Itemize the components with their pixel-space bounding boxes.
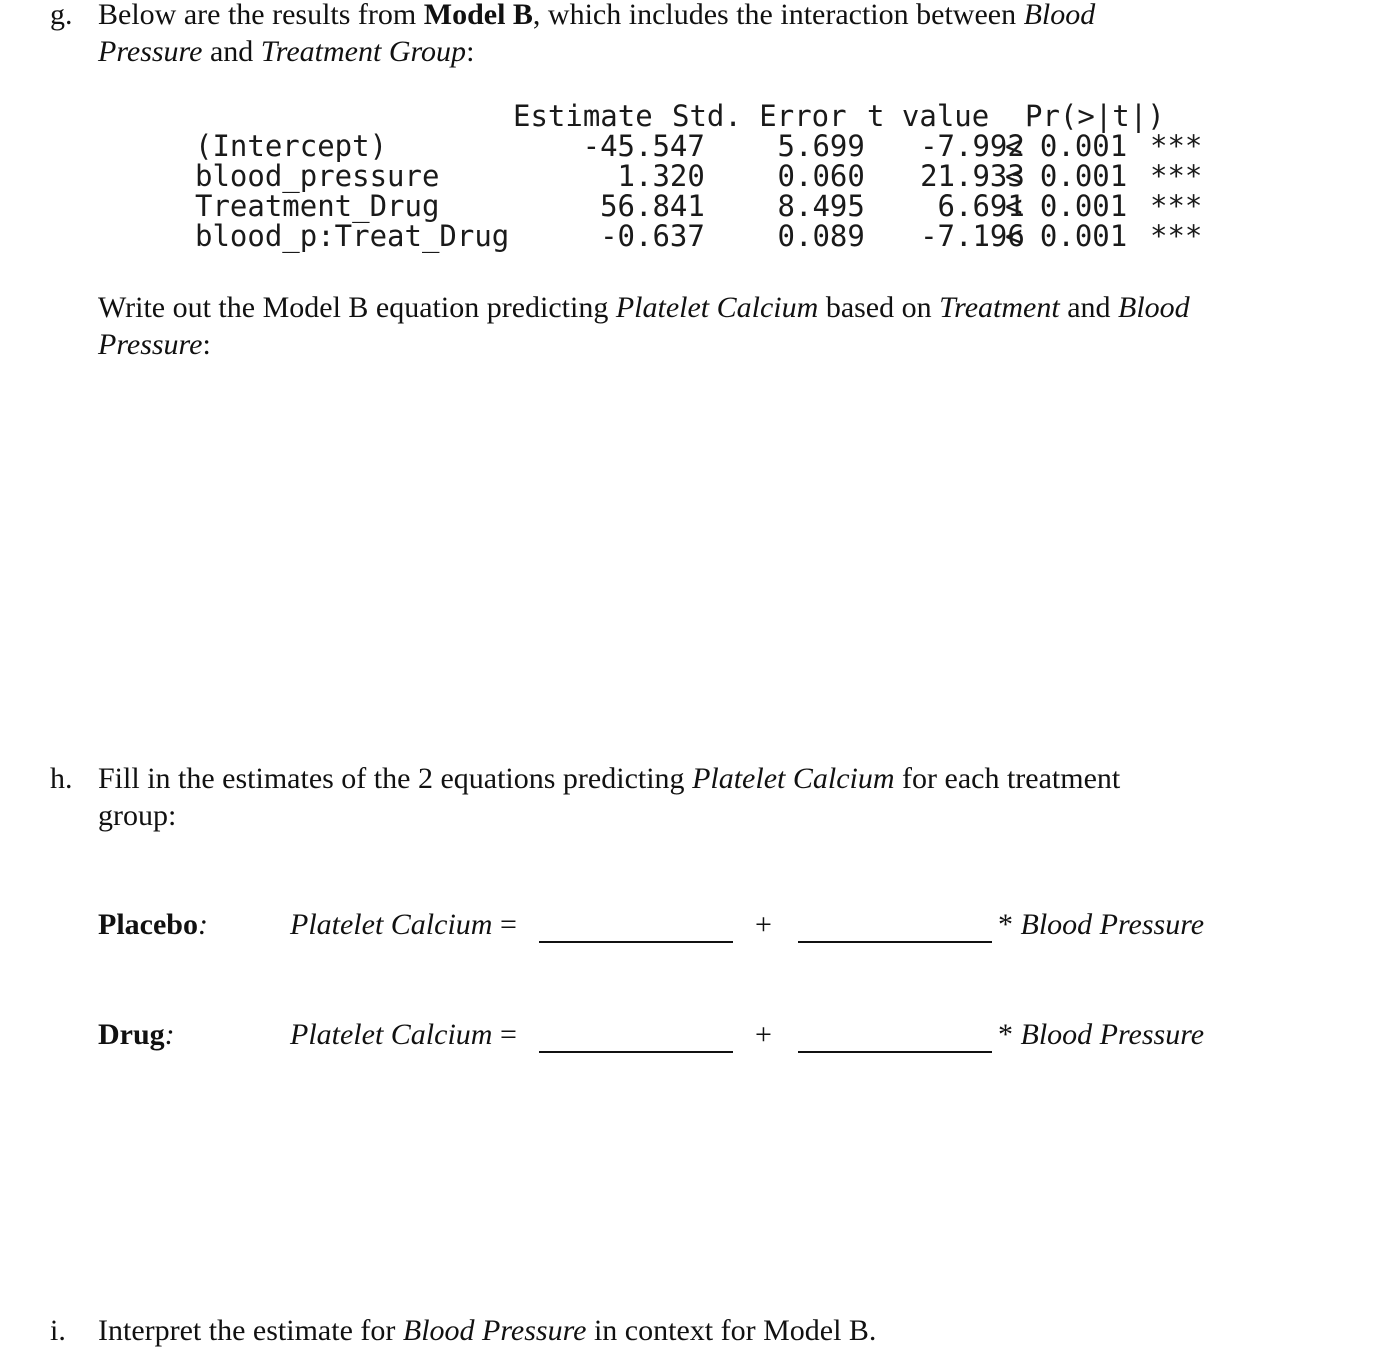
- term-cell: blood_pressure: [195, 159, 440, 193]
- t-cell: 21.933: [920, 159, 1025, 193]
- italic-term: Blood: [1118, 291, 1190, 324]
- table-row: [195, 219, 1203, 253]
- se-cell: 5.699: [777, 129, 865, 163]
- t-cell: 6.691: [937, 189, 1025, 223]
- italic-term: Platelet Calcium: [290, 908, 493, 941]
- table-row: [195, 129, 1203, 163]
- placebo-lhs: [290, 906, 517, 943]
- question-g-text: [98, 0, 1298, 70]
- text-segment: for each treatment: [894, 762, 1121, 795]
- drug-label-bold: Drug: [98, 1018, 165, 1051]
- question-g-line1: [98, 0, 1298, 33]
- drug-lhs: [290, 1016, 517, 1053]
- italic-term: Blood Pressure: [1020, 908, 1205, 941]
- italic-term: Platelet Calcium: [290, 1018, 493, 1051]
- colon: :: [197, 908, 208, 941]
- placebo-label: [98, 906, 208, 943]
- t-cell: -7.196: [920, 219, 1025, 253]
- estimate-cell: -0.637: [600, 219, 705, 253]
- text-segment: , which includes the interaction between: [532, 0, 1024, 31]
- question-i-label: i.: [50, 1314, 66, 1347]
- drug-label: [98, 1016, 175, 1053]
- se-cell: 0.089: [777, 219, 865, 253]
- header-p-value: Pr(>|t|): [1025, 99, 1165, 133]
- term-cell: (Intercept): [195, 129, 388, 163]
- text-segment: and: [1059, 291, 1119, 324]
- question-h-line1: [98, 760, 1298, 797]
- estimate-cell: 56.841: [600, 189, 705, 223]
- text-segment: Fill in the estimates of the 2 equations predicting: [98, 762, 693, 795]
- italic-term: Blood Pressure: [1020, 1018, 1205, 1051]
- text-segment: :: [466, 35, 475, 68]
- equals-sign: =: [499, 1018, 517, 1051]
- table-row: [195, 189, 1203, 223]
- multiply-star: *: [998, 1018, 1013, 1051]
- placebo-rhs: [998, 906, 1204, 943]
- placebo-slope-blank[interactable]: [798, 941, 992, 943]
- regression-output-table: [195, 99, 1203, 253]
- header-std-error: Std. Error: [672, 99, 847, 133]
- text-segment: in context for Model B.: [586, 1314, 877, 1347]
- header-t-value: t value: [867, 99, 990, 133]
- sig-cell: ***: [1150, 219, 1203, 253]
- italic-term: Treatment Group: [260, 35, 467, 68]
- placebo-intercept-blank[interactable]: [539, 941, 733, 943]
- table-row: [195, 159, 1203, 193]
- text-segment: Write out the Model B equation predicting: [98, 291, 616, 324]
- sig-cell: ***: [1150, 159, 1203, 193]
- italic-term: Blood: [1023, 0, 1096, 31]
- text-segment: and: [202, 35, 261, 68]
- drug-rhs: [998, 1016, 1204, 1053]
- p-cell: < 0.001: [1005, 129, 1128, 163]
- placebo-label-bold: Placebo: [98, 908, 198, 941]
- p-cell: < 0.001: [1005, 189, 1128, 223]
- italic-term: Blood Pressure: [402, 1314, 587, 1347]
- table-header-row: [195, 99, 1165, 133]
- question-g-label: g.: [50, 0, 73, 31]
- se-cell: 0.060: [777, 159, 865, 193]
- italic-term: Platelet Calcium: [692, 762, 895, 795]
- se-cell: 8.495: [777, 189, 865, 223]
- estimate-cell: 1.320: [617, 159, 705, 193]
- text-segment: Interpret the estimate for: [98, 1314, 403, 1347]
- p-cell: < 0.001: [1005, 159, 1128, 193]
- term-cell: blood_p:Treat_Drug: [195, 219, 510, 253]
- header-estimate: Estimate: [513, 99, 653, 133]
- plus-sign: +: [755, 908, 772, 941]
- question-g-prompt: [98, 289, 1298, 363]
- colon: :: [164, 1018, 175, 1051]
- question-i-text: [98, 1312, 1298, 1349]
- plus-sign: +: [755, 1018, 772, 1051]
- model-b-bold: Model B: [423, 0, 533, 31]
- equals-sign: =: [499, 908, 517, 941]
- term-cell: Treatment_Drug: [195, 189, 440, 223]
- drug-intercept-blank[interactable]: [539, 1051, 733, 1053]
- prompt-line1: [98, 289, 1298, 326]
- prompt-line2: [98, 326, 1298, 363]
- sig-cell: ***: [1150, 129, 1203, 163]
- multiply-star: *: [998, 908, 1013, 941]
- italic-term: Platelet Calcium: [615, 291, 819, 324]
- text-segment: :: [202, 328, 211, 361]
- p-cell: < 0.001: [1005, 219, 1128, 253]
- italic-term: Pressure: [98, 35, 203, 68]
- question-g-line2: [98, 33, 1298, 70]
- italic-term: Treatment: [939, 291, 1060, 324]
- question-h-label: h.: [50, 762, 73, 795]
- italic-term: Pressure: [98, 328, 203, 361]
- question-h-line2: group:: [98, 799, 177, 832]
- text-segment: based on: [818, 291, 940, 324]
- sig-cell: ***: [1150, 189, 1203, 223]
- estimate-cell: -45.547: [582, 129, 705, 163]
- question-h-text: [98, 760, 1298, 834]
- t-cell: -7.992: [920, 129, 1025, 163]
- drug-slope-blank[interactable]: [798, 1051, 992, 1053]
- text-segment: Below are the results from: [98, 0, 424, 31]
